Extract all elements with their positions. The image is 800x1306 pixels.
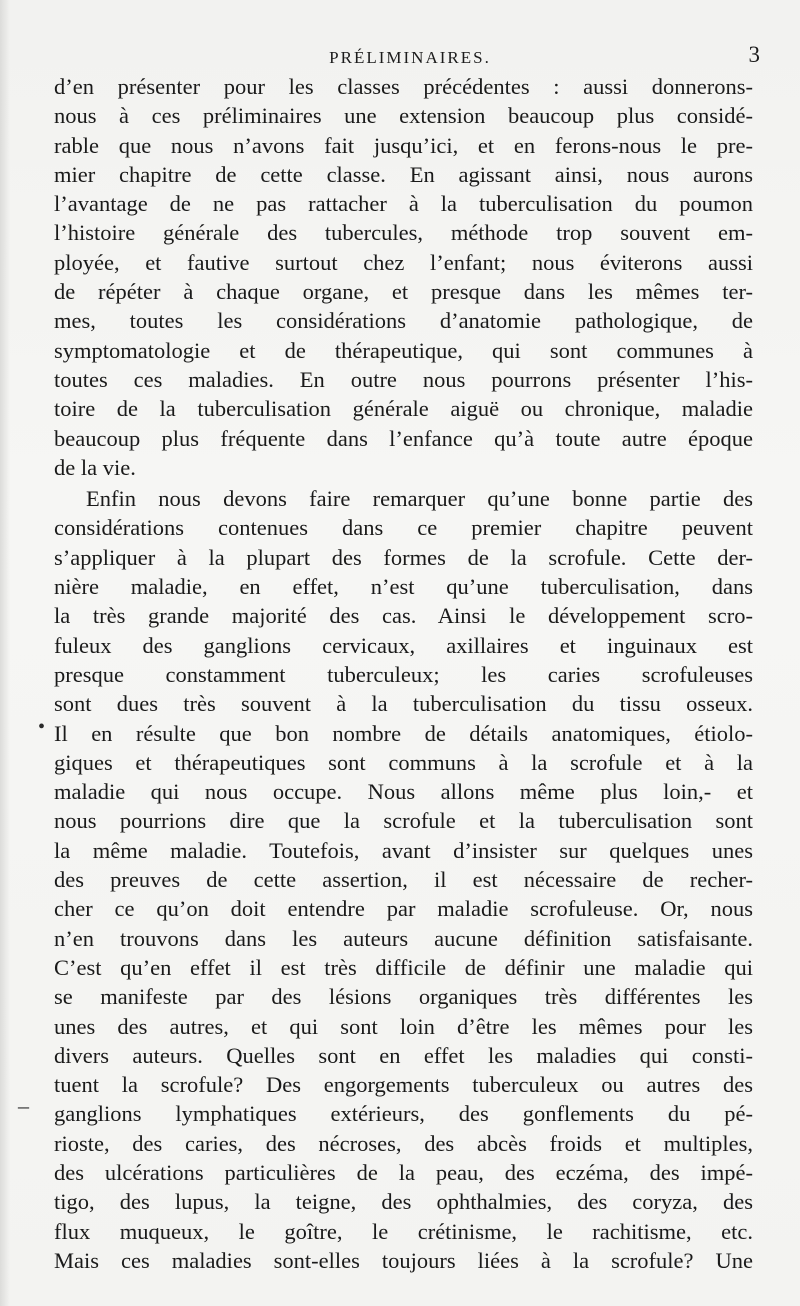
text-line: tigo, des lupus, la teigne, des ophthalmies, des coryza, des: [54, 1189, 753, 1215]
text-line: l’avantage de ne pas rattacher à la tuberculisation du poumon: [54, 191, 753, 217]
text-line: unes des autres, et qui sont loin d’être les mêmes pour les: [54, 1013, 753, 1039]
page-header: [60, 44, 760, 74]
text-line: se manifeste par des lésions organiques très différentes les: [54, 984, 753, 1010]
text-line: mes, toutes les considérations d’anatomie pathologique, de: [54, 308, 753, 334]
text-line: n’en trouvons dans les auteurs aucune définition satisfaisante.: [54, 925, 753, 951]
text-line: presque constamment tuberculeux; les caries scrofuleuses: [54, 661, 753, 687]
margin-bullet-mark: •: [38, 716, 46, 738]
text-line: symptomatologie et de thérapeutique, qui sont communes à: [54, 337, 753, 363]
text-line: toutes ces maladies. En outre nous pourrons présenter l’his-: [54, 366, 753, 392]
text-line: beaucoup plus fréquente dans l’enfance qu’à toute autre époque: [54, 425, 753, 451]
text-line: considérations contenues dans ce premier chapitre peuvent: [54, 515, 753, 541]
text-line: sont dues très souvent à la tuberculisation du tissu osseux.: [54, 691, 753, 717]
text-line: fuleux des ganglions cervicaux, axillaires et inguinaux est: [54, 632, 753, 658]
text-line: de la vie.: [54, 454, 136, 480]
text-line: de répéter à chaque organe, et presque dans les mêmes ter-: [54, 279, 753, 305]
text-line: nière maladie, en effet, n’est qu’une tuberculisation, dans: [54, 574, 753, 600]
text-line: C’est qu’en effet il est très difficile de définir une maladie qui: [54, 954, 753, 980]
text-line: Il en résulte que bon nombre de détails anatomiques, étiolo-: [54, 720, 753, 746]
margin-dash-mark: –: [18, 1093, 29, 1118]
page-edge-shadow: [0, 0, 10, 1306]
text-line: tuent la scrofule? Des engorgements tuberculeux ou autres des: [54, 1072, 753, 1098]
text-line: flux muqueux, le goître, le crétinisme, le rachitisme, etc.: [54, 1218, 753, 1244]
text-line: rable que nous n’avons fait jusqu’ici, et en ferons-nous le pre-: [54, 132, 753, 158]
paragraph: [54, 72, 753, 482]
body-text: [54, 72, 753, 1275]
text-line: toire de la tuberculisation générale aiguë ou chronique, maladie: [54, 396, 753, 422]
running-head: PRÉLIMINAIRES.: [329, 48, 491, 67]
text-line: mier chapitre de cette classe. En agissant ainsi, nous aurons: [54, 161, 753, 187]
text-line: des ulcérations particulières de la peau, des eczéma, des impé-: [54, 1159, 753, 1185]
page-number: 3: [748, 42, 760, 67]
text-line: rioste, des caries, des nécroses, des abcès froids et multiples,: [54, 1130, 753, 1156]
text-line: Enfin nous devons faire remarquer qu’une bonne partie des: [86, 486, 753, 512]
text-line: maladie qui nous occupe. Nous allons même plus loin,- et: [54, 779, 753, 805]
paragraph: [54, 484, 753, 1275]
text-line: giques et thérapeutiques sont communs à la scrofule et à la: [54, 749, 753, 775]
text-line: nous pourrions dire que la scrofule et la tuberculisation sont: [54, 808, 753, 834]
text-line: des preuves de cette assertion, il est nécessaire de recher-: [54, 867, 753, 893]
text-line: ganglions lymphatiques extérieurs, des gonflements du pé-: [54, 1101, 753, 1127]
text-line: cher ce qu’on doit entendre par maladie scrofuleuse. Or, nous: [54, 896, 753, 922]
text-line: nous à ces préliminaires une extension beaucoup plus considé-: [54, 103, 753, 129]
text-line: l’histoire générale des tubercules, méthode trop souvent em-: [54, 220, 753, 246]
text-line: divers auteurs. Quelles sont en effet les maladies qui consti-: [54, 1042, 753, 1068]
text-line: la même maladie. Toutefois, avant d’insister sur quelques unes: [54, 837, 753, 863]
text-line: Mais ces maladies sont-elles toujours liées à la scrofule? Une: [54, 1247, 753, 1273]
text-line: s’appliquer à la plupart des formes de la scrofule. Cette der-: [54, 544, 753, 570]
text-line: la très grande majorité des cas. Ainsi le développement scro-: [54, 603, 753, 629]
text-line: ployée, et fautive surtout chez l’enfant; nous éviterons aussi: [54, 249, 753, 275]
text-line: d’en présenter pour les classes précédentes : aussi donnerons-: [54, 74, 753, 99]
